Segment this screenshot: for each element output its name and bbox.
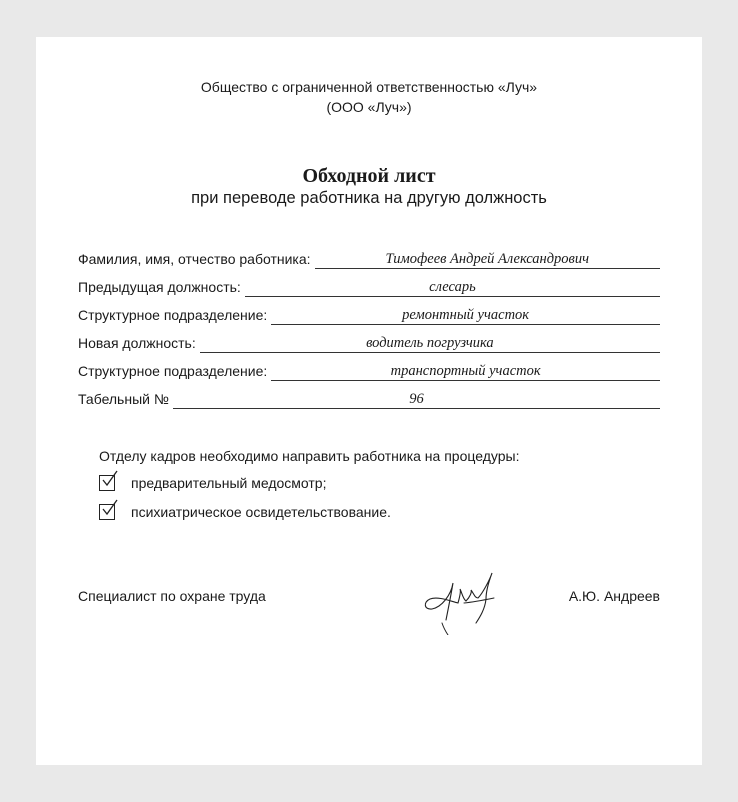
- field-value: Тимофеев Андрей Александрович: [315, 250, 660, 269]
- checkmark-icon: [101, 470, 119, 488]
- field-label: Предыдущая должность:: [78, 279, 241, 295]
- document-subtitle: при переводе работника на другую должность: [191, 189, 547, 207]
- procedure-item-psychiatric: [99, 502, 391, 522]
- field-new-department: [78, 359, 660, 381]
- checkbox[interactable]: [99, 504, 115, 520]
- field-value: слесарь: [245, 278, 660, 297]
- field-label: Табельный №: [78, 391, 169, 407]
- document-title: Обходной лист: [302, 165, 436, 187]
- signatory-position: Специалист по охране труда: [78, 588, 266, 604]
- field-label: Структурное подразделение:: [78, 363, 268, 379]
- field-label: Новая должность:: [78, 335, 196, 351]
- field-value: транспортный участок: [271, 362, 660, 381]
- document-page: [36, 37, 702, 765]
- field-personnel-number: [78, 387, 660, 409]
- procedure-label: психиатрическое освидетельствование.: [131, 504, 391, 520]
- procedure-label: предварительный медосмотр;: [131, 475, 327, 491]
- field-value: ремонтный участок: [271, 306, 660, 325]
- organization-name: Общество с ограниченной ответственностью «Луч»: [200, 79, 538, 95]
- procedures-instruction: Отделу кадров необходимо направить работника на процедуры:: [99, 448, 520, 464]
- field-previous-position: [78, 275, 660, 297]
- procedure-item-medical: [99, 473, 326, 493]
- field-employee-name: [78, 247, 660, 269]
- organization-short-name: (ООО «Луч»): [326, 99, 412, 115]
- field-new-position: [78, 331, 660, 353]
- field-value: 96: [173, 390, 660, 409]
- signatory-name: А.Ю. Андреев: [568, 588, 660, 604]
- checkmark-icon: [101, 499, 119, 517]
- handwritten-signature: [418, 565, 498, 635]
- field-label: Фамилия, имя, отчество работника:: [78, 251, 311, 267]
- field-previous-department: [78, 303, 660, 325]
- field-value: водитель погрузчика: [200, 334, 660, 353]
- checkbox[interactable]: [99, 475, 115, 491]
- field-label: Структурное подразделение:: [78, 307, 268, 323]
